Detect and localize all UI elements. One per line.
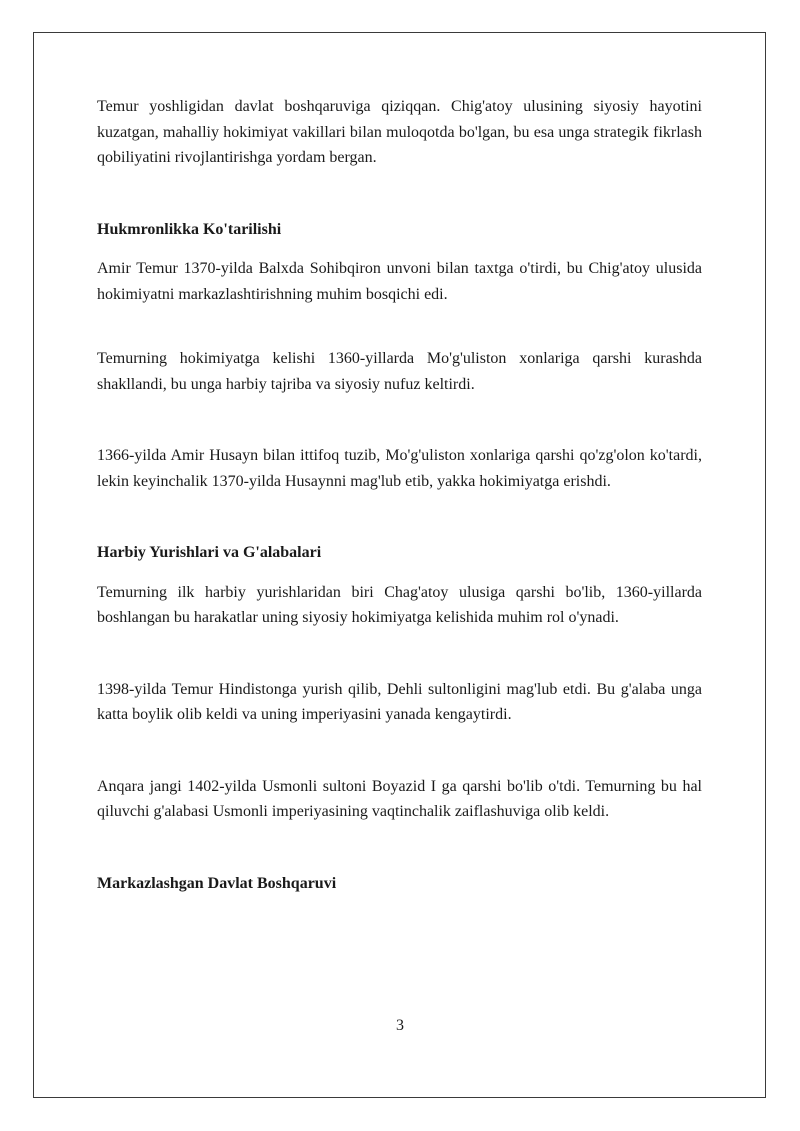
page-content [97, 94, 702, 896]
paragraph-first-campaigns: Temurning ilk harbiy yurishlaridan biri Chag'atoy ulusiga qarshi bo'lib, 1360-yillarda boshlangan bu harakatlar uning siyosiy hokimiyatga kelishida muhim rol o'ynadi. [97, 583, 702, 626]
paragraph-mogul-struggle: Temurning hokimiyatga kelishi 1360-yillarda Mo'g'uliston xonlariga qarshi kurashda shakllandi, bu unga harbiy tajriba va siyosiy nufuz keltirdi. [97, 350, 702, 393]
paragraph-balx-throne: Amir Temur 1370-yilda Balxda Sohibqiron unvoni bilan taxtga o'tirdi, bu Chig'atoy ulusida hokimiyatni markazlashtirishning muhim bosqichi edi. [97, 260, 702, 303]
heading-centralized-governance: Markazlashgan Davlat Boshqaruvi [97, 874, 337, 892]
page-number: 3 [396, 1017, 404, 1034]
paragraph-husayn-alliance: 1366-yilda Amir Husayn bilan ittifoq tuzib, Mo'g'uliston xonlariga qarshi qo'zg'olon ko'tardi, lekin keyinchalik 1370-yilda Husaynni mag'lub etib, yakka hokimiyatga erishdi. [97, 447, 702, 490]
paragraph-ankara-battle: Anqara jangi 1402-yilda Usmonli sultoni Boyazid I ga qarshi bo'lib o'tdi. Temurning bu hal qiluvchi g'alabasi Usmonli imperiyasining vaqtinchalik zaiflashuviga olib keldi. [97, 777, 702, 820]
paragraph-early-interest: Temur yoshligidan davlat boshqaruviga qiziqqan. Chig'atoy ulusining siyosiy hayotini kuzatgan, mahalliy hokimiyat vakillari bilan muloqotda bo'lgan, bu esa unga strategik fikrlash qobiliyatini rivojlantirishga yordam bergan. [97, 98, 702, 166]
paragraph-india-campaign: 1398-yilda Temur Hindistonga yurish qilib, Dehli sultonligini mag'lub etdi. Bu g'alaba unga katta boylik olib keldi va uning imperiyasini yanada kengaytirdi. [97, 680, 702, 723]
heading-rise-to-power: Hukmronlikka Ko'tarilishi [97, 220, 282, 238]
heading-military-campaigns: Harbiy Yurishlari va G'alabalari [97, 544, 322, 561]
